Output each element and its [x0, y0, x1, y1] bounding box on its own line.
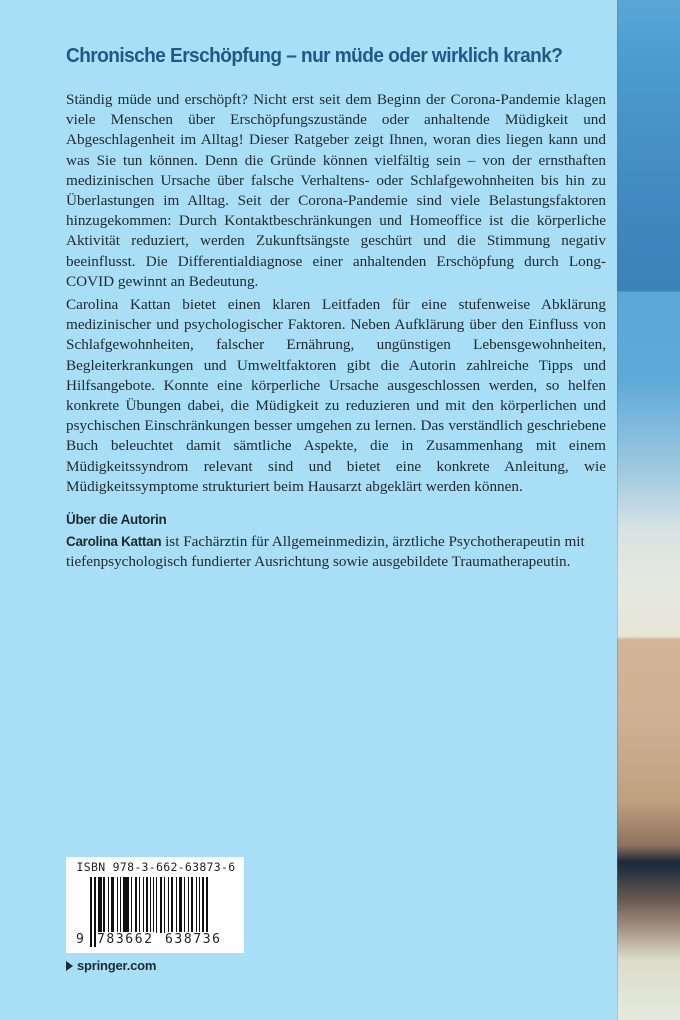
author-bio-text: ist Fachärztin für Allgemeinmedizin, ärztliche Psychotherapeutin mit tiefenpsychologisch fundierter Ausrichtung sowie ausgebildete Traumatherapeutin. [66, 533, 585, 571]
author-name: Carolina Kattan [66, 534, 162, 549]
barcode-digit-first: 9 [76, 932, 86, 947]
description-paragraph-1: Ständig müde und erschöpft? Nicht erst seit dem Beginn der Corona-Pandemie klagen viele Menschen über Erschöpfungszustände oder anhaltende Müdigkeit und Abgeschlagenheit im Alltag! Dieser Ratgeber zeigt Ihnen, woran dies liegen kann und was Sie tun können. Denn die Gründe können vielfältig sein – von der ernsthaften medizinischen Ursache über falsche Verhaltens- oder Schlafgewohnheiten bis hin zu Überlastungen im Alltag. Seit der Corona-Pandemie sind viele Belastungsfaktoren hinzugekommen: Durch Kontaktbeschränkungen und Homeoffice ist die körperliche Aktivität reduziert, werden Zukunftsängste geschürt und die Stimmung negativ beeinflusst. Die Differentialdiagnose einer anhaltenden Erschöpfung durch Long-COVID gewinnt an Bedeutung. [66, 91, 606, 290]
book-title: Chronische Erschöpfung – nur müde oder wirklich krank? [66, 44, 563, 67]
spine-photo-strip [617, 0, 680, 1020]
barcode-digits-right: 638736 [165, 932, 222, 947]
triangle-right-icon [66, 961, 73, 971]
author-section-heading: Über die Autorin [66, 512, 167, 527]
barcode-digits-left: 783662 [97, 932, 154, 947]
springer-link-label: springer.com [77, 958, 157, 973]
isbn-label: ISBN 978-3-662-63873-6 [76, 860, 236, 874]
springer-link[interactable] [66, 958, 156, 973]
description-paragraph-2: Carolina Kattan bietet einen klaren Leitfaden für eine stufenweise Abklärung medizinischer und psychologischer Faktoren. Neben Aufklärung über den Einfluss von Schlafgewohnheiten, falscher Ernährung, ungünstigen Lebensgewohnheiten, Begleiterkrankungen und Umweltfaktoren gibt die Autorin zahlreiche Tipps und Hilfsangebote. Konnte eine körperliche Ursache ausgeschlossen werden, so helfen konkrete Übungen dabei, die Müdigkeit zu reduzieren und mit den körperlichen und psychischen Einschränkungen besser umgehen zu lernen. Das verständlich geschriebene Buch beleuchtet damit sämtliche Aspekte, die in Zusammenhang mit einem Müdigkeitssyndrom relevant sind und bietet eine konkrete Anleitung, wie Müdigkeitssymptome strukturiert beim Hausarzt abgeklärt werden können. [66, 296, 606, 495]
author-bio [66, 532, 586, 572]
isbn-barcode [66, 857, 244, 953]
